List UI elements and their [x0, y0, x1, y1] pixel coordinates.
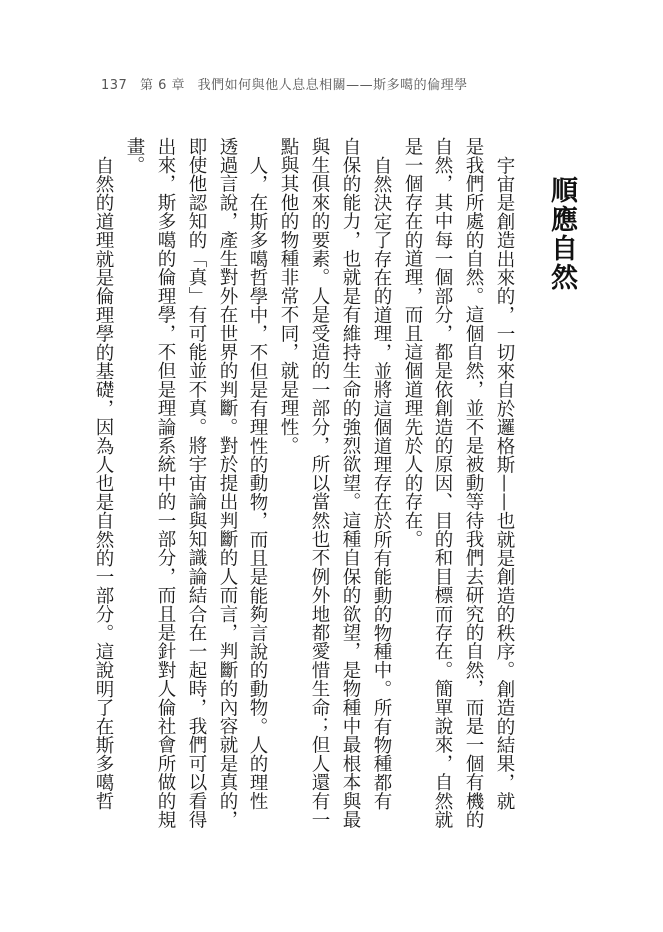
- text-column-9: 人，在斯多噶哲學中，不但是有理性的動物，而且是能夠言說的動物。人的理性: [247, 156, 268, 811]
- text-column-3: 自然，其中每一個部分，都是依創造的原因、目的和目標而存在。簡單說來，自然就: [432, 137, 453, 829]
- text-column-10: 透過言說，產生對外在世界的判斷。對於提出判斷的人而言，判斷的內容就是真的，: [217, 137, 238, 829]
- text-column-7: 與生俱來的要素。人是受造的一部分，所以當然也不例外地都愛惜生命；但人還有一: [309, 137, 330, 829]
- text-column-12: 出來，斯多噶的倫理學，不但是理論系統中的一部分，而且是針對人倫社會所做的規: [155, 137, 176, 829]
- text-column-13: 畫。: [124, 137, 145, 175]
- chapter-number: 第 6 章: [139, 78, 186, 93]
- chapter-title: 我們如何與他人息息相關——斯多噶的倫理學: [197, 78, 468, 93]
- text-column-14: 自然的道理就是倫理學的基礎，因為人也是自然的一部分。這說明了在斯多噶哲: [93, 156, 114, 811]
- page-number: 137: [101, 78, 128, 93]
- section-heading: 順應自然: [546, 176, 577, 292]
- text-column-4: 是一個存在的道理，而且這個道理先於人的存在。: [402, 137, 423, 549]
- text-column-1: 宇宙是創造出來的，一切來自於邏格斯——也就是創造的秩序。創造的結果，就: [494, 156, 515, 811]
- text-column-11: 即使他認知的「真」有可能並不真。將宇宙論與知識論結合在一起時，我們可以看得: [186, 137, 207, 829]
- text-column-5: 自然決定了存在的道理，並將這個道理存在於所有能動的物種中。所有物種都有: [371, 156, 392, 811]
- text-column-6: 自保的能力，也就是有維持生命的強烈欲望。這種自保的欲望，是物種中最根本與最: [340, 137, 361, 829]
- text-column-2: 是我們所處的自然。這個自然，並不是被動等待我們去研究的自然，而是一個有機的: [463, 137, 484, 829]
- text-column-8: 點與其他的物種非常不同，就是理性。: [278, 137, 299, 455]
- running-header: [101, 74, 468, 93]
